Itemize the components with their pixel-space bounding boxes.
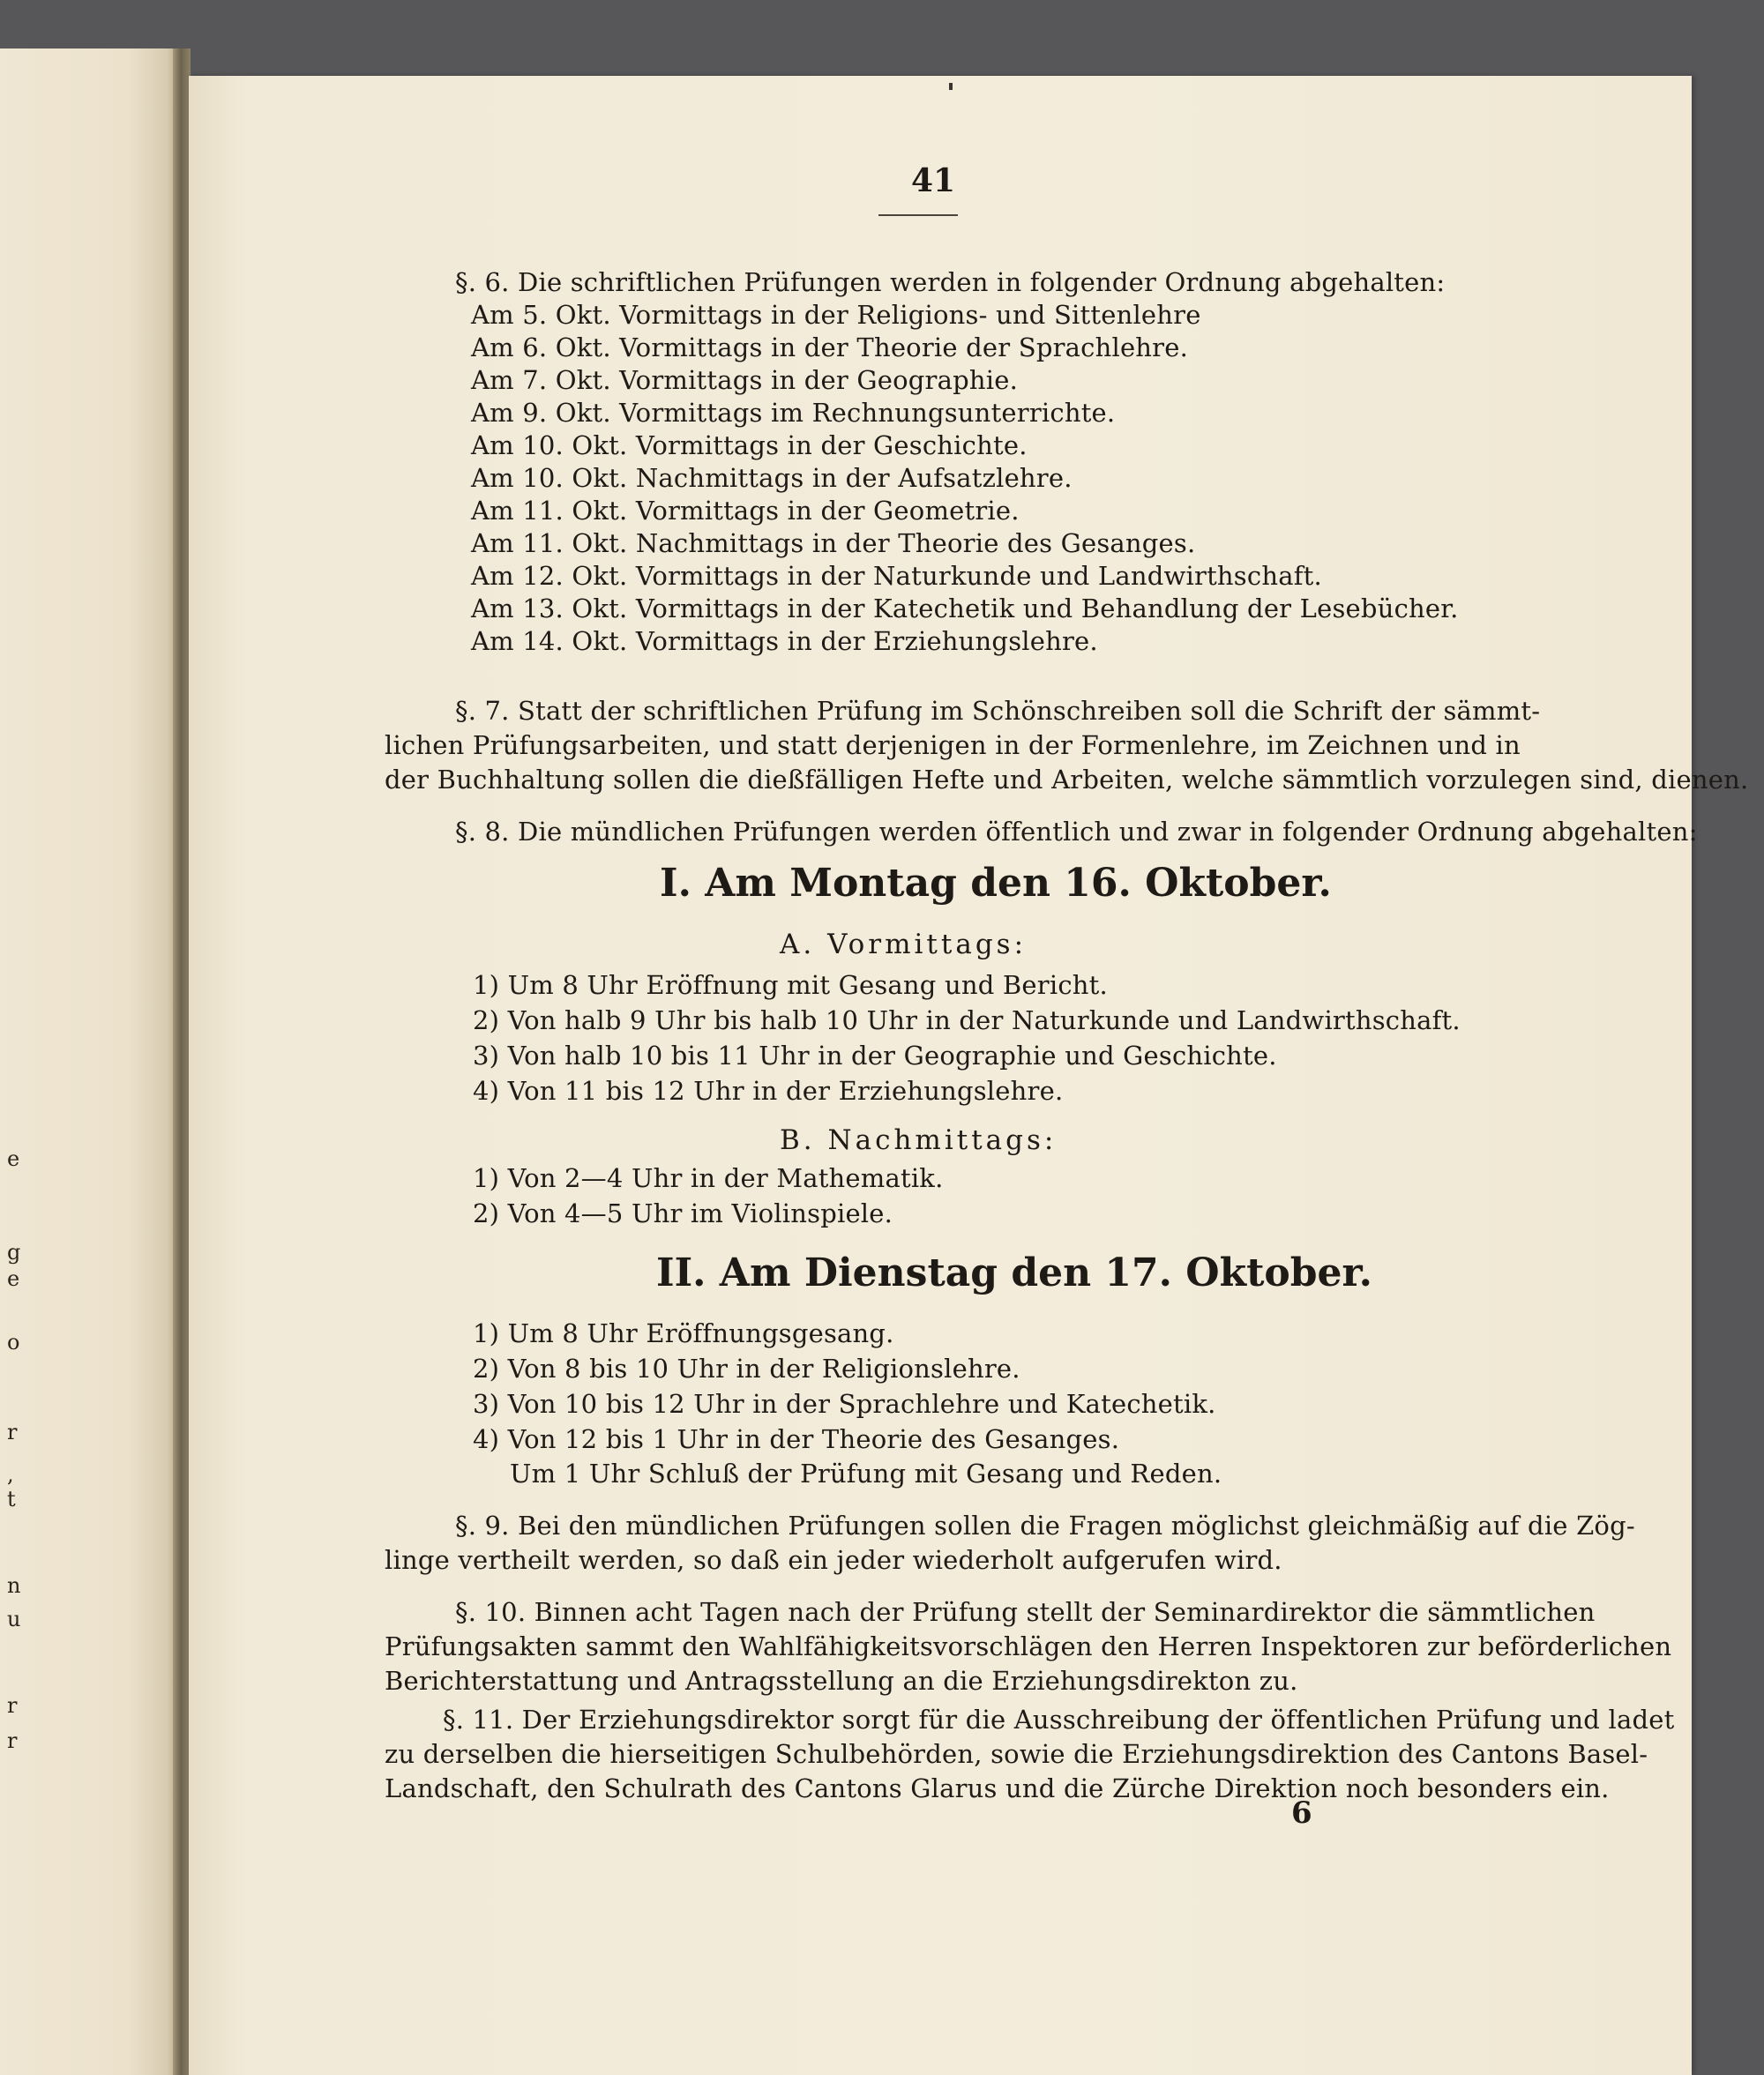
page-number: 41 bbox=[910, 162, 956, 199]
exam-schedule-line: Am 10. Okt. Vormittags in der Geschichte. bbox=[471, 430, 1028, 460]
para7-line: der Buchhaltung sollen die dießfälligen Hefte und Arbeiten, welche sämmtlich vorzulegen sind, dienen. bbox=[385, 765, 1749, 795]
day-heading-monday: I. Am Montag den 16. Oktober. bbox=[660, 861, 1332, 906]
para10-line: §. 10. Binnen acht Tagen nach der Prüfung stellt der Seminardirektor die sämmtlichen bbox=[455, 1597, 1596, 1627]
exam-schedule-line: Am 14. Okt. Vormittags in der Erziehungslehre. bbox=[471, 626, 1098, 656]
para7-line: lichen Prüfungsarbeiten, und statt derjenigen in der Formenlehre, im Zeichnen und in bbox=[385, 730, 1521, 760]
para11-line: §. 11. Der Erziehungsdirektor sorgt für die Ausschreibung der öffentlichen Prüfung und ladet bbox=[443, 1705, 1675, 1735]
schedule-item: Um 1 Uhr Schluß der Prüfung mit Gesang und Reden. bbox=[510, 1459, 1222, 1489]
left-page bbox=[0, 49, 181, 2075]
edge-letter: t bbox=[7, 1487, 16, 1511]
para10-line: Prüfungsakten sammt den Wahlfähigkeitsvorschlägen den Herren Inspektoren zur beförderlichen bbox=[385, 1631, 1672, 1661]
exam-schedule-line: Am 5. Okt. Vormittags in der Religions- und Sittenlehre bbox=[471, 300, 1201, 330]
exam-schedule-line: Am 11. Okt. Vormittags in der Geometrie. bbox=[471, 496, 1020, 526]
exam-schedule-line: Am 10. Okt. Nachmittags in der Aufsatzlehre. bbox=[471, 463, 1073, 493]
para9-line: §. 9. Bei den mündlichen Prüfungen sollen die Fragen möglichst gleichmäßig auf die Zög- bbox=[455, 1511, 1635, 1541]
day-heading-tuesday: II. Am Dienstag den 17. Oktober. bbox=[656, 1250, 1373, 1295]
schedule-item: 1) Um 8 Uhr Eröffnungsgesang. bbox=[473, 1318, 894, 1348]
para6-line: §. 6. Die schriftlichen Prüfungen werden in folgender Ordnung abgehalten: bbox=[455, 267, 1446, 297]
subheading-afternoon: B. Nachmittags: bbox=[780, 1124, 1058, 1156]
exam-schedule-line: Am 9. Okt. Vormittags im Rechnungsunterrichte. bbox=[471, 398, 1116, 428]
exam-schedule-line: Am 6. Okt. Vormittags in der Theorie der Sprachlehre. bbox=[471, 332, 1189, 362]
schedule-item: 4) Von 12 bis 1 Uhr in der Theorie des Gesanges. bbox=[473, 1424, 1120, 1454]
edge-letter: o bbox=[7, 1330, 20, 1355]
edge-letter: , bbox=[7, 1462, 14, 1487]
header-rule bbox=[878, 214, 958, 216]
para10-line: Berichterstattung und Antragsstellung an die Erziehungsdirekton zu. bbox=[385, 1666, 1298, 1696]
edge-letter: e bbox=[7, 1266, 20, 1291]
para8-line: §. 8. Die mündlichen Prüfungen werden öffentlich und zwar in folgender Ordnung abgehalten: bbox=[455, 817, 1698, 847]
schedule-item: 2) Von halb 9 Uhr bis halb 10 Uhr in der Naturkunde und Landwirthschaft. bbox=[473, 1005, 1461, 1035]
schedule-item: 1) Um 8 Uhr Eröffnung mit Gesang und Bericht. bbox=[473, 970, 1108, 1000]
para11-line: zu derselben die hierseitigen Schulbehörden, sowie die Erziehungsdirektion des Cantons Basel- bbox=[385, 1739, 1648, 1769]
schedule-item: 2) Von 4—5 Uhr im Violinspiele. bbox=[473, 1198, 893, 1228]
schedule-item: 3) Von 10 bis 12 Uhr in der Sprachlehre und Katechetik. bbox=[473, 1389, 1216, 1419]
edge-letter: r bbox=[7, 1420, 18, 1444]
edge-letter: g bbox=[7, 1240, 21, 1265]
schedule-item: 3) Von halb 10 bis 11 Uhr in der Geographie und Geschichte. bbox=[473, 1041, 1277, 1071]
para7-line: §. 7. Statt der schriftlichen Prüfung im Schönschreiben soll die Schrift der sämmt- bbox=[455, 696, 1541, 726]
schedule-item: 1) Von 2—4 Uhr in der Mathematik. bbox=[473, 1163, 944, 1193]
edge-letter: r bbox=[7, 1728, 18, 1753]
para9-line: linge vertheilt werden, so daß ein jeder wiederholt aufgerufen wird. bbox=[385, 1545, 1282, 1575]
exam-schedule-line: Am 11. Okt. Nachmittags in der Theorie des Gesanges. bbox=[471, 528, 1196, 558]
page-mark bbox=[949, 83, 953, 90]
signature-mark: 6 bbox=[1291, 1795, 1312, 1831]
edge-letter: r bbox=[7, 1693, 18, 1718]
edge-letter: e bbox=[7, 1146, 20, 1171]
subheading-morning: A. Vormittags: bbox=[780, 929, 1028, 960]
exam-schedule-line: Am 7. Okt. Vormittags in der Geographie. bbox=[471, 365, 1019, 395]
schedule-item: 4) Von 11 bis 12 Uhr in der Erziehungslehre. bbox=[473, 1076, 1064, 1106]
schedule-item: 2) Von 8 bis 10 Uhr in der Religionslehre. bbox=[473, 1354, 1020, 1384]
edge-letter: n bbox=[7, 1573, 21, 1598]
edge-letter: u bbox=[7, 1607, 21, 1631]
exam-schedule-line: Am 13. Okt. Vormittags in der Katechetik und Behandlung der Lesebücher. bbox=[471, 593, 1459, 623]
book-gutter bbox=[173, 49, 191, 2075]
para11-line: Landschaft, den Schulrath des Cantons Glarus und die Zürche Direktion noch besonders ein. bbox=[385, 1773, 1610, 1803]
exam-schedule-line: Am 12. Okt. Vormittags in der Naturkunde und Landwirthschaft. bbox=[471, 561, 1322, 591]
